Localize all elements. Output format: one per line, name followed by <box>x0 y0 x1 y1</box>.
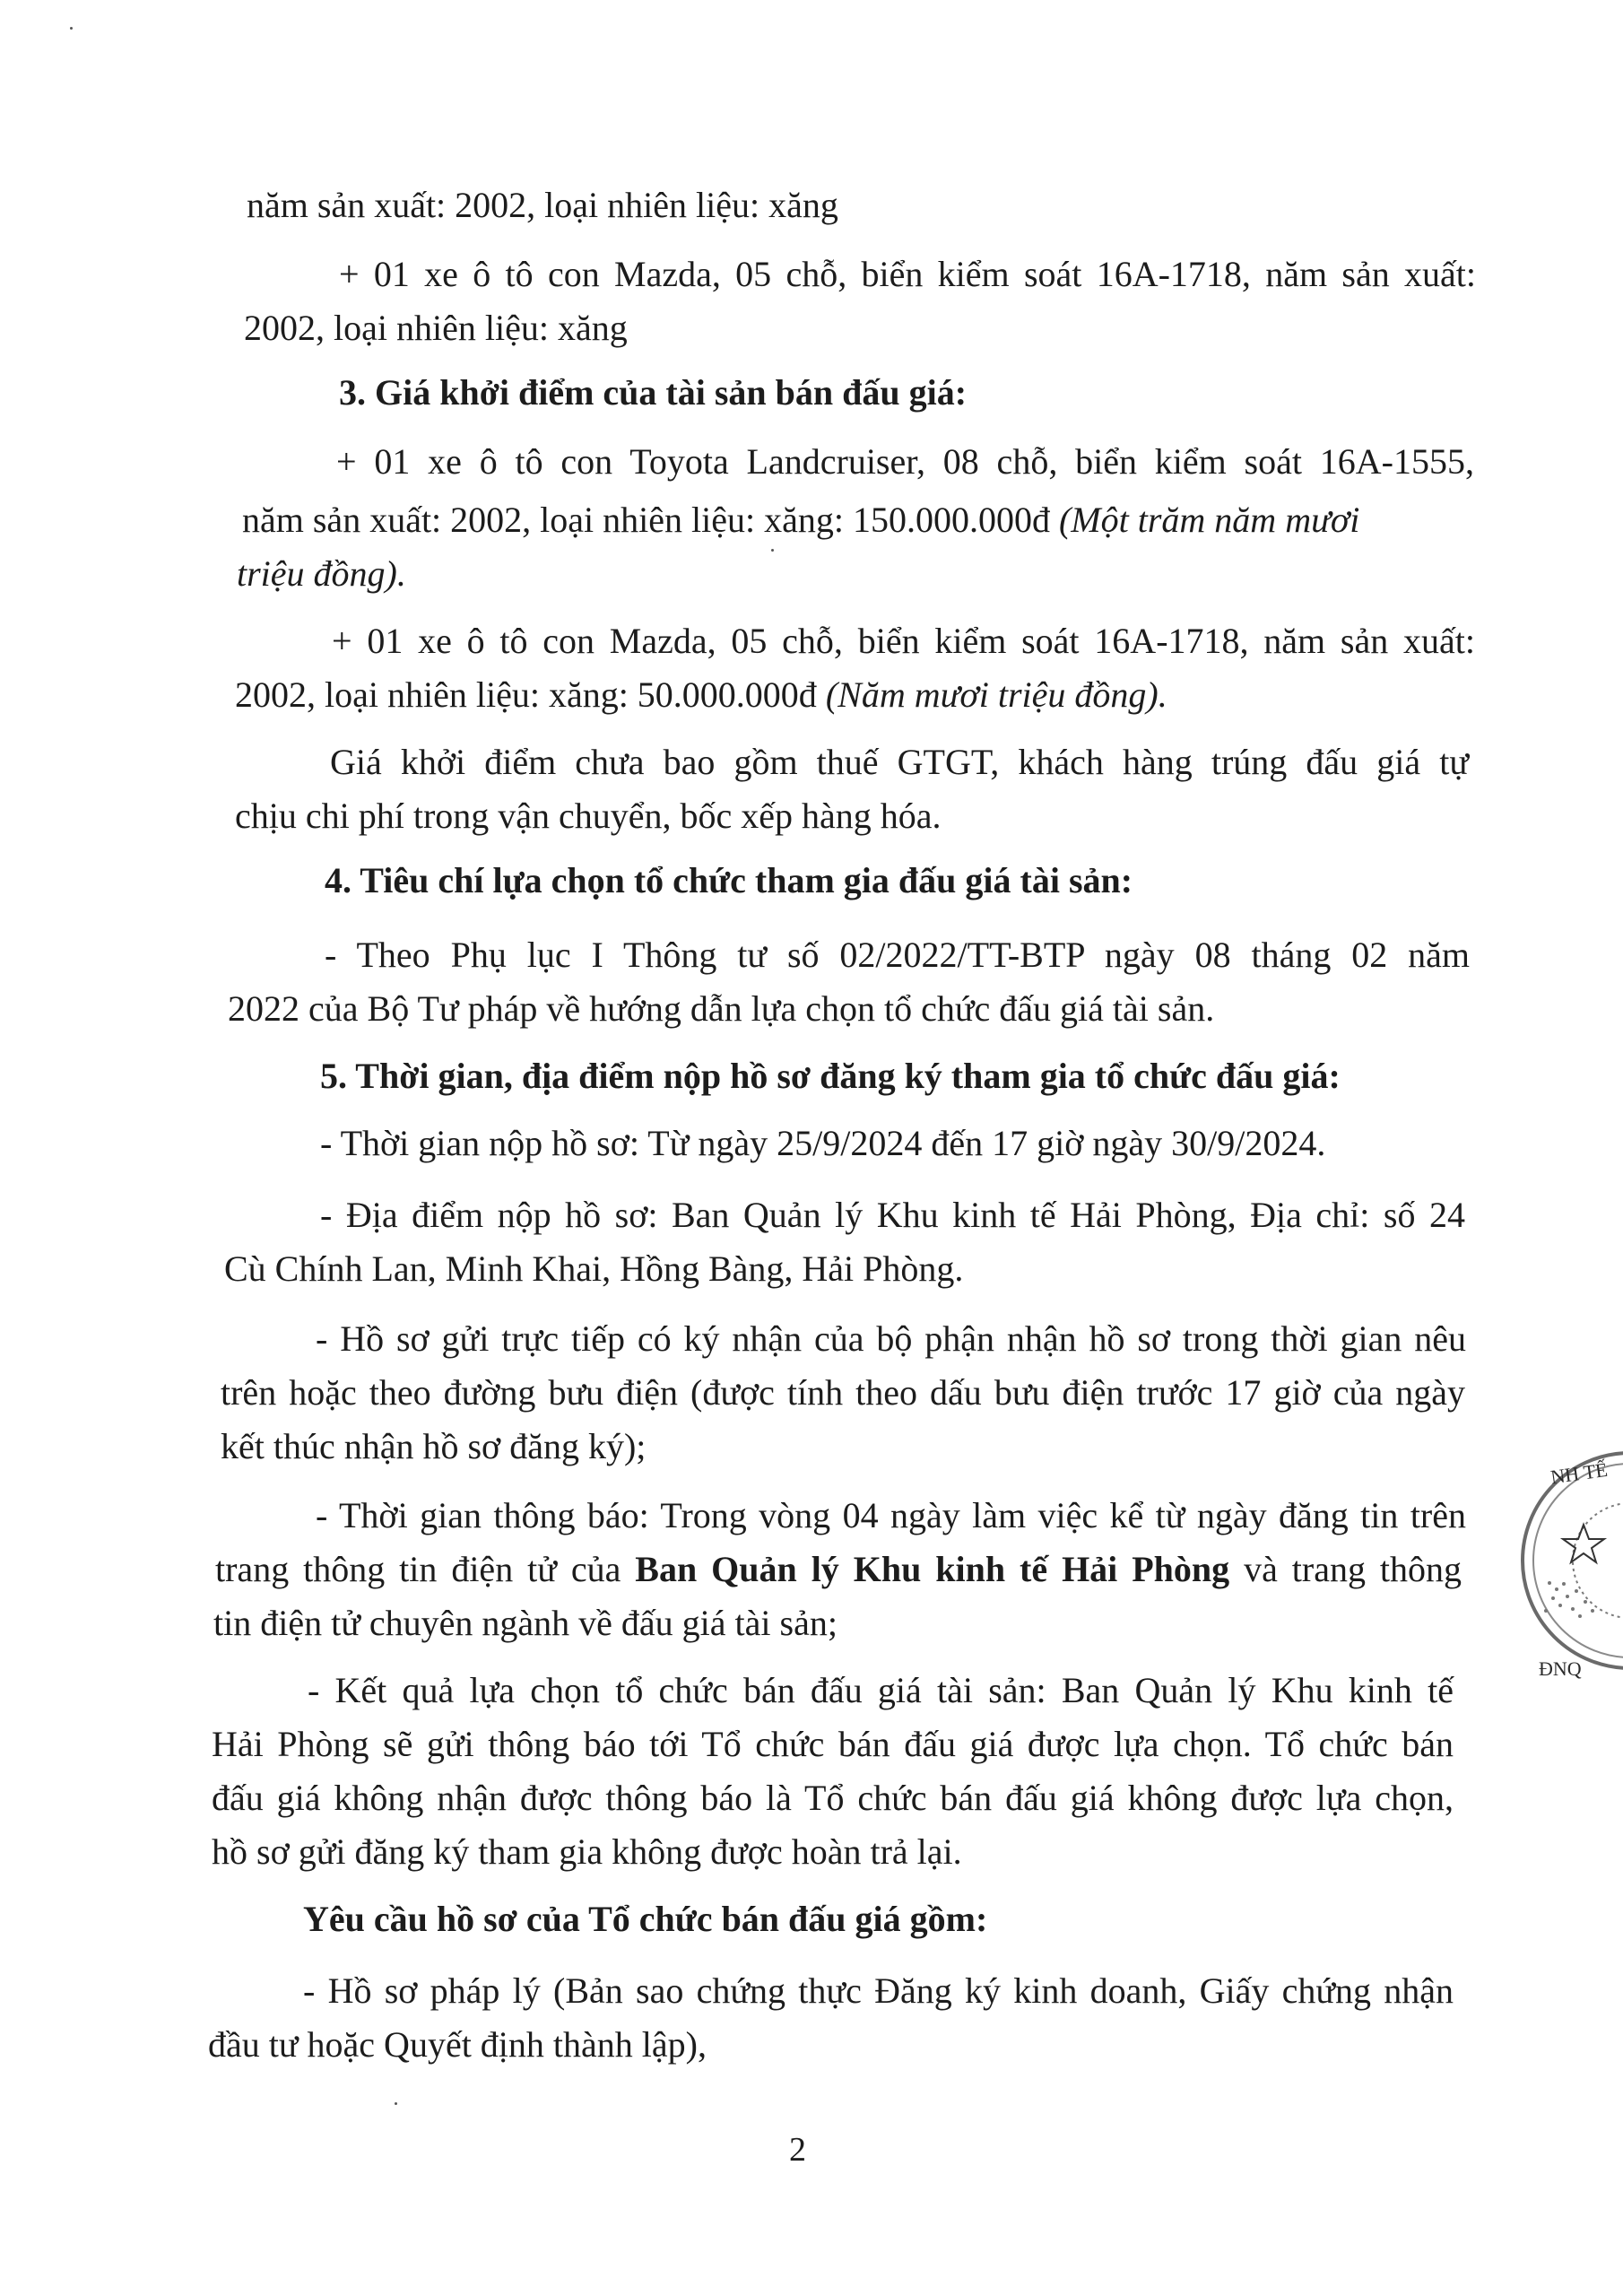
seal-text-bottom: ĐNQ <box>1539 1657 1582 1680</box>
section3-item1-price-words: (Một trăm năm mươi <box>1058 500 1360 540</box>
section3-item1-line-2 <box>242 498 1359 543</box>
page-number: 2 <box>789 2131 806 2169</box>
section5-result-line-4: hồ sơ gửi đăng ký tham gia không được hoàn trả lại. <box>212 1831 962 1872</box>
section3-item2-line-1: + 01 xe ô tô con Mazda, 05 chỗ, biển kiểm soát 16A-1718, năm sản xuất: <box>332 621 1475 661</box>
section5-place-line-2: Cù Chính Lan, Minh Khai, Hồng Bàng, Hải Phòng. <box>224 1248 964 1289</box>
section5-heading: 5. Thời gian, địa điểm nộp hồ sơ đăng ký tham gia tổ chức đấu giá: <box>320 1056 1341 1096</box>
section5-notice-line-3: tin điện tử chuyên ngành về đấu giá tài sản; <box>213 1603 838 1643</box>
section3-heading: 3. Giá khởi điểm của tài sản bán đấu giá: <box>339 372 968 413</box>
intro-line-1: năm sản xuất: 2002, loại nhiên liệu: xăng <box>247 185 838 225</box>
section3-item1-price: năm sản xuất: 2002, loại nhiên liệu: xăng: 150.000.000đ <box>242 500 1050 540</box>
section5-submit-line-1: - Hồ sơ gửi trực tiếp có ký nhận của bộ phận nhận hồ sơ trong thời gian nêu <box>316 1318 1466 1359</box>
requirements-line-1: - Hồ sơ pháp lý (Bản sao chứng thực Đăng ký kinh doanh, Giấy chứng nhận <box>303 1970 1454 2011</box>
section5-submit-line-3: kết thúc nhận hồ sơ đăng ký); <box>221 1426 647 1466</box>
section5-result-line-3: đấu giá không nhận được thông báo là Tổ chức bán đấu giá không được lựa chọn, <box>212 1778 1454 1818</box>
section3-item2-line-2 <box>235 673 1167 718</box>
section3-item2-price: 2002, loại nhiên liệu: xăng: 50.000.000đ <box>235 674 817 715</box>
section5-time: - Thời gian nộp hồ sơ: Từ ngày 25/9/2024 đến 17 giờ ngày 30/9/2024. <box>320 1123 1326 1163</box>
seal-text-top: NH TẾ <box>1549 1457 1610 1489</box>
section3-note-line-2: chịu chi phí trong vận chuyển, bốc xếp hàng hóa. <box>235 796 942 836</box>
section5-result-line-2: Hải Phòng sẽ gửi thông báo tới Tổ chức bán đấu giá được lựa chọn. Tổ chức bán <box>212 1724 1454 1764</box>
section3-item1-line-3: triệu đồng). <box>237 553 406 594</box>
section3-item1-line-1: + 01 xe ô tô con Toyota Landcruiser, 08 chỗ, biển kiểm soát 16A-1555, <box>336 441 1474 482</box>
section4-heading: 4. Tiêu chí lựa chọn tổ chức tham gia đấu giá tài sản: <box>325 860 1133 900</box>
section3-item2-price-words: (Năm mươi triệu đồng). <box>825 674 1167 715</box>
scan-speck <box>70 27 73 30</box>
section4-line-1: - Theo Phụ lục I Thông tư số 02/2022/TT-BTP ngày 08 tháng 02 năm <box>325 935 1470 975</box>
section5-notice-line-1: - Thời gian thông báo: Trong vòng 04 ngày làm việc kể từ ngày đăng tin trên <box>316 1495 1466 1535</box>
section4-line-2: 2022 của Bộ Tư pháp về hướng dẫn lựa chọn tổ chức đấu giá tài sản. <box>228 988 1215 1029</box>
seal-icon <box>1514 1426 1623 1704</box>
scan-speck <box>771 549 774 552</box>
section3-note-line-1: Giá khởi điểm chưa bao gồm thuế GTGT, khách hàng trúng đấu giá tự <box>330 742 1469 782</box>
notice-text-a: trang thông tin điện tử của <box>215 1549 621 1589</box>
notice-text-b: và trang thông <box>1244 1549 1462 1589</box>
notice-board-name: Ban Quản lý Khu kinh tế Hải Phòng <box>635 1549 1230 1589</box>
intro-item2-line-1: + 01 xe ô tô con Mazda, 05 chỗ, biển kiểm soát 16A-1718, năm sản xuất: <box>339 254 1476 294</box>
scan-speck <box>395 2102 397 2105</box>
intro-item2-line-2: 2002, loại nhiên liệu: xăng <box>244 308 628 348</box>
official-seal <box>1514 1426 1623 1704</box>
requirements-line-2: đầu tư hoặc Quyết định thành lập), <box>208 2024 707 2065</box>
section5-notice-line-2 <box>215 1547 1462 1592</box>
section5-submit-line-2: trên hoặc theo đường bưu điện (được tính theo dấu bưu điện trước 17 giờ của ngày <box>221 1372 1465 1413</box>
section5-place-line-1: - Địa điểm nộp hồ sơ: Ban Quản lý Khu kinh tế Hải Phòng, Địa chỉ: số 24 <box>320 1195 1465 1235</box>
section5-result-line-1: - Kết quả lựa chọn tổ chức bán đấu giá tài sản: Ban Quản lý Khu kinh tế <box>308 1670 1454 1710</box>
requirements-heading: Yêu cầu hồ sơ của Tổ chức bán đấu giá gồm: <box>303 1899 988 1939</box>
